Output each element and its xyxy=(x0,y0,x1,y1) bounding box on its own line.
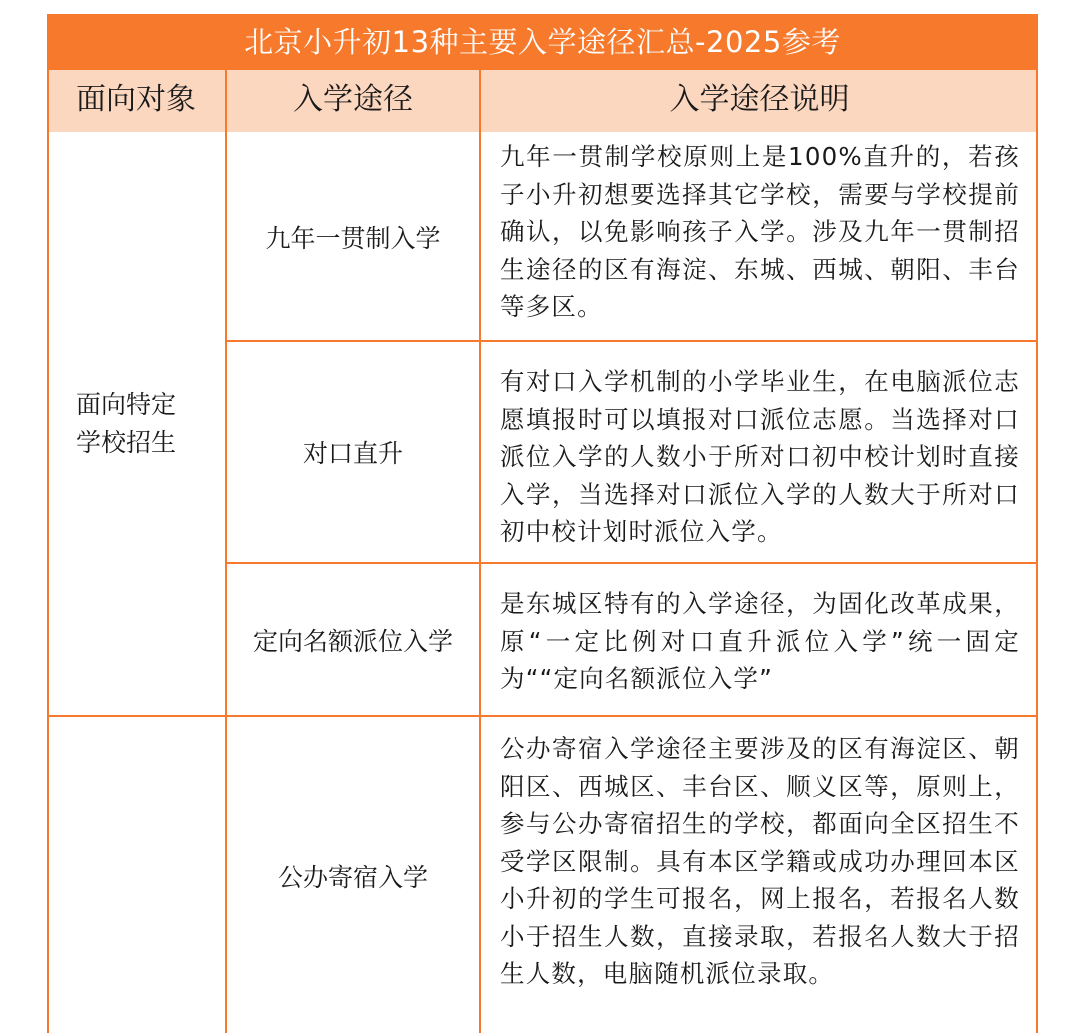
route-cell: 对口直升 xyxy=(302,439,403,468)
table-title: 北京小升初13种主要入学途径汇总-2025参考 xyxy=(47,14,1038,70)
target-line-1: 面向特定 xyxy=(76,389,177,419)
route-cell: 定向名额派位入学 xyxy=(252,626,453,656)
description-cell: 是东城区特有的入学途径，为固化改革成果，原“一定比例对口直升派位入学”统一固定为““定向名额派位入学” xyxy=(500,589,1020,693)
route-cell: 九年一贯制入学 xyxy=(265,224,441,253)
border-right xyxy=(1036,70,1038,1033)
route-cell: 公办寄宿入学 xyxy=(277,863,428,892)
header-target: 面向对象 xyxy=(76,82,196,117)
group-divider xyxy=(47,715,1038,717)
description-cell: 公办寄宿入学途径主要涉及的区有海淀区、朝阳区、西城区、丰台区、顺义区等，原则上，参与公办寄宿招生的学校，都面向全区招生不受学区限制。具有本区学籍或成功办理回本区小升初的学生可报名，网上报名，若报名人数小于招生人数，直接录取，若报名人数大于招生人数，电脑随机派位录取。 xyxy=(500,734,1020,988)
header-route: 入学途径 xyxy=(293,82,413,117)
target-line-2: 学校招生 xyxy=(76,427,177,457)
table-header-row xyxy=(47,70,1038,132)
description-cell: 有对口入学机制的小学毕业生，在电脑派位志愿填报时可以填报对口派位志愿。当选择对口派位入学的人数小于所对口初中校计划时直接入学，当选择对口派位入学的人数大于所对口初中校计划时派位入学。 xyxy=(500,367,1020,546)
target-cell-specific-school xyxy=(47,132,225,715)
header-description: 入学途径说明 xyxy=(669,82,850,117)
admission-routes-table xyxy=(47,14,1038,1033)
description-cell: 九年一贯制学校原则上是100%直升的，若孩子小升初想要选择其它学校，需要与学校提前确认，以免影响孩子入学。涉及九年一贯制招生途径的区有海淀、东城、西城、朝阳、丰台等多区。 xyxy=(500,142,1020,321)
divider-col-2 xyxy=(479,70,481,1033)
